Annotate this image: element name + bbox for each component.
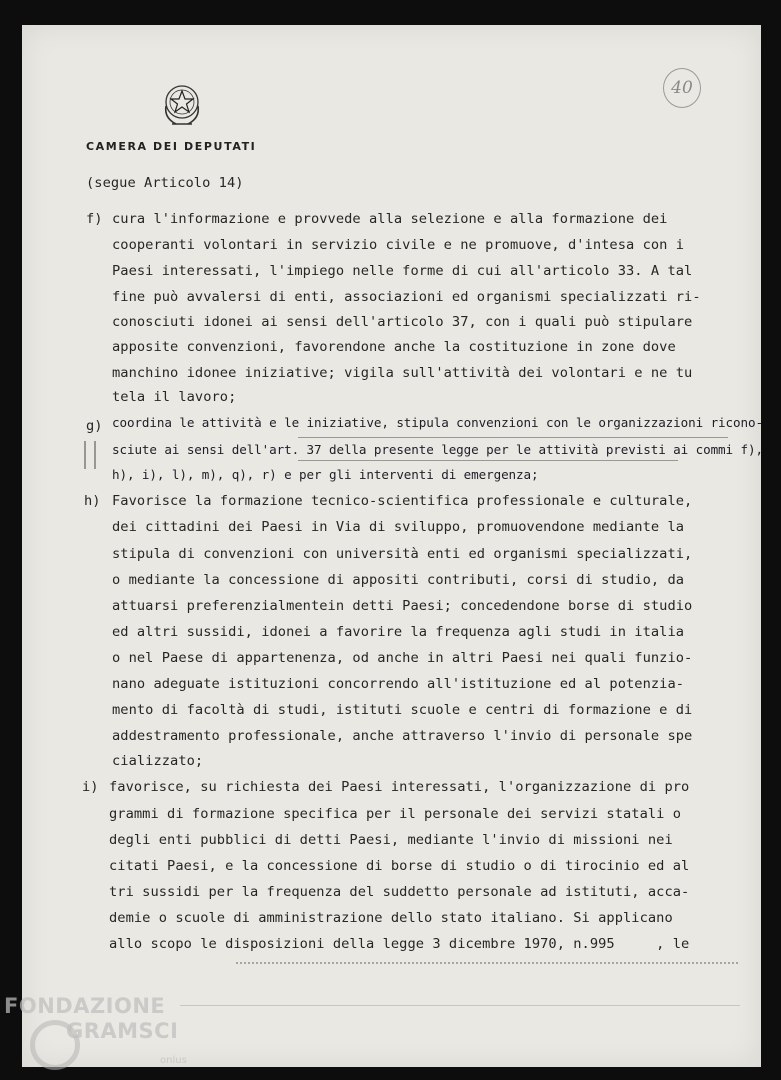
cut-off-text-trace — [236, 962, 738, 972]
text-line: demie o scuole di amministrazione dello stato italiano. Si applicano — [109, 910, 673, 926]
text-line: manchino idonee iniziative; vigila sull'attività dei volontari e ne tu — [112, 365, 693, 381]
text-line: tela il lavoro; — [112, 389, 237, 405]
paragraph-label: i) — [82, 779, 99, 795]
strike-trace — [298, 437, 728, 438]
page-fold-line — [180, 1005, 740, 1006]
text-line: grammi di formazione specifica per il personale dei servizi statali o — [109, 806, 682, 822]
text-line: Paesi interessati, l'impiego nelle forme di cui all'articolo 33. A tal — [112, 263, 693, 279]
paragraph-label: g) — [86, 418, 103, 434]
text-line: stipula di convenzioni con università enti ed organismi specializzati, — [112, 546, 693, 562]
text-line: nano adeguate istituzioni concorrendo all'istituzione ed al potenzia- — [112, 676, 685, 692]
inserted-text-line: h), i), l), m), q), r) e per gli interventi di emergenza; — [112, 467, 539, 482]
text-line: apposite convenzioni, favorendone anche la costituzione in zone dove — [112, 339, 676, 355]
inserted-text-line: coordina le attività e le iniziative, stipula convenzioni con le organizzazioni ricono- — [112, 415, 763, 430]
strike-trace — [298, 460, 678, 461]
text-line: cializzato; — [112, 753, 204, 769]
text-line: attuarsi preferenzialmentein detti Paesi; concedendone borse di studio — [112, 598, 693, 614]
text-line: allo scopo le disposizioni della legge 3 dicembre 1970, n.995 , le — [109, 936, 690, 952]
text-line: dei cittadini dei Paesi in Via di sviluppo, promuovendone mediante la — [112, 519, 685, 535]
italian-republic-emblem-icon — [160, 80, 204, 130]
text-line: citati Paesi, e la concessione di borse di studio o di tirocinio ed al — [109, 858, 690, 874]
continuation-heading: (segue Articolo 14) — [86, 175, 244, 191]
inserted-text-line: sciute ai sensi dell'art. 37 della presente legge per le attività previsti ai commi f), — [112, 442, 763, 457]
watermark-line2: GRAMSCI — [66, 1019, 179, 1043]
text-line: fine può avvalersi di enti, associazioni ed organismi specializzati ri- — [112, 289, 701, 305]
text-line: cura l'informazione e provvede alla selezione e alla formazione dei — [112, 211, 668, 227]
watermark-line1: FONDAZIONE — [4, 994, 166, 1018]
watermark-suffix: onlus — [160, 1055, 187, 1066]
paragraph-label: f) — [86, 211, 103, 227]
text-line: cooperanti volontari in servizio civile e ne promuove, d'intesa con i — [112, 237, 685, 253]
institution-header: CAMERA DEI DEPUTATI — [86, 140, 257, 153]
watermark — [4, 994, 187, 1066]
text-line: tri sussidi per la frequenza del suddetto personale ad istituti, acca- — [109, 884, 690, 900]
text-line: o nel Paese di appartenenza, od anche in altri Paesi nei quali funzio- — [112, 650, 693, 666]
text-line: ed altri sussidi, idonei a favorire la frequenza agli studi in italia — [112, 624, 685, 640]
text-line: conosciuti idonei ai sensi dell'articolo 37, con i quali può stipulare — [112, 314, 693, 330]
margin-correction-mark — [84, 441, 96, 469]
text-line: mento di facoltà di studi, istituti scuole e centri di formazione e di — [112, 702, 693, 718]
text-line: degli enti pubblici di detti Paesi, mediante l'invio di missioni nei — [109, 832, 673, 848]
text-line: addestramento professionale, anche attraverso l'invio di personale spe — [112, 728, 693, 744]
page-number-stamp: 40 — [663, 68, 701, 108]
text-line: Favorisce la formazione tecnico-scientifica professionale e culturale, — [112, 493, 693, 509]
text-line: o mediante la concessione di appositi contributi, corsi di studio, da — [112, 572, 685, 588]
paragraph-label: h) — [84, 493, 101, 509]
text-line: favorisce, su richiesta dei Paesi interessati, l'organizzazione di pro — [109, 779, 690, 795]
